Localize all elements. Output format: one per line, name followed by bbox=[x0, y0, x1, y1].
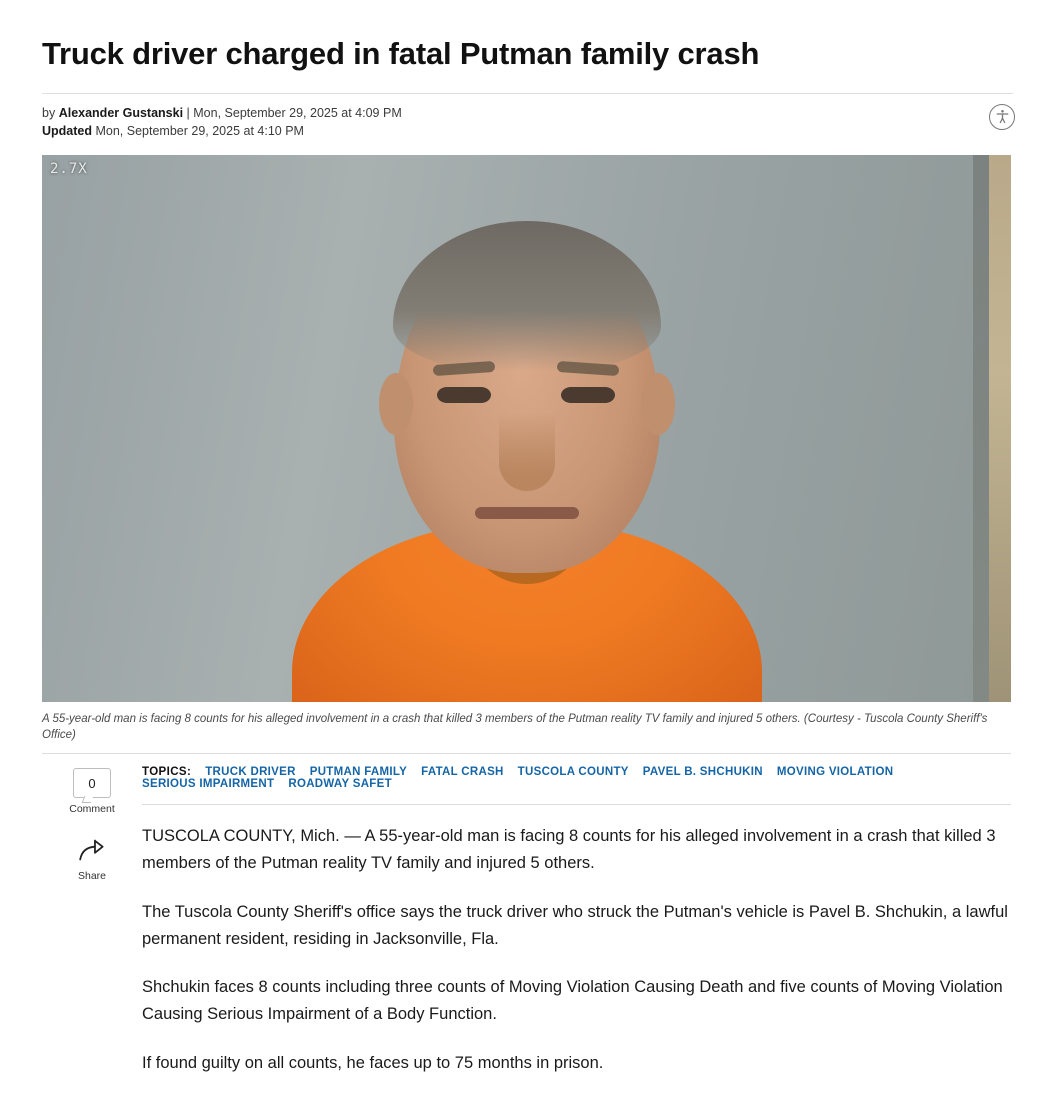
updated-date: Mon, September 29, 2025 at 4:10 PM bbox=[95, 124, 304, 139]
article-content bbox=[142, 754, 1011, 1098]
paragraph-2: The Tuscola County Sheriff's office says the truck driver who struck the Putman's vehicle is Pavel B. Shchukin, a lawful permanent resident, residing in Jacksonville, Fla. bbox=[142, 902, 1008, 948]
topic-link-pavel-b-shchukin[interactable]: PAVEL B. SHCHUKIN bbox=[642, 766, 763, 779]
photo-subject-nose bbox=[499, 413, 555, 491]
topic-link-tuscola-county[interactable]: TUSCOLA COUNTY bbox=[517, 766, 629, 779]
hero-image-mugshot[interactable] bbox=[42, 155, 1011, 702]
topic-link-serious-impairment[interactable]: SERIOUS IMPAIRMENT bbox=[142, 778, 275, 791]
article-text bbox=[142, 823, 1011, 1076]
topics-label: TOPICS: bbox=[142, 766, 192, 779]
topics-divider bbox=[142, 804, 1011, 805]
topic-link-truck-driver[interactable]: TRUCK DRIVER bbox=[205, 766, 296, 779]
caption-divider bbox=[42, 753, 1011, 754]
photo-subject-eye-left bbox=[437, 387, 491, 403]
photo-subject-ear-right bbox=[641, 373, 675, 435]
byline-published bbox=[42, 104, 1013, 123]
photo-subject-eye-right bbox=[561, 387, 615, 403]
photo-subject-ear-left bbox=[379, 373, 413, 435]
paragraph-4: If found guilty on all counts, he faces up to 75 months in prison. bbox=[142, 1053, 604, 1072]
topic-link-roadway-safety[interactable]: ROADWAY SAFET bbox=[288, 778, 392, 791]
hero-caption: A 55-year-old man is facing 8 counts for his alleged involvement in a crash that killed 3 members of the Putman reality TV family and injured 5 others. (Courtesy - Tuscola County Sheriff's Office) bbox=[42, 713, 988, 742]
byline-author[interactable]: Alexander Gustanski bbox=[58, 105, 184, 120]
topics-row bbox=[142, 766, 1011, 804]
comment-label: Comment bbox=[69, 803, 115, 816]
topic-link-moving-violation[interactable]: MOVING VIOLATION bbox=[776, 766, 894, 779]
comment-button[interactable] bbox=[61, 768, 123, 815]
paragraph-1: TUSCOLA COUNTY, Mich. — A 55-year-old man is facing 8 counts for his alleged involvement in a crash that killed 3 members of the Putman reality TV family and injured 5 others. bbox=[142, 827, 996, 873]
article-page bbox=[0, 21, 1053, 1119]
byline-date: Mon, September 29, 2025 at 4:09 PM bbox=[193, 105, 402, 120]
social-rail bbox=[42, 754, 142, 1098]
accessibility-icon[interactable] bbox=[989, 104, 1015, 130]
share-label: Share bbox=[77, 870, 107, 883]
byline bbox=[0, 94, 1053, 142]
byline-prefix: by bbox=[42, 105, 56, 120]
hero-figure bbox=[42, 155, 1011, 754]
topic-link-fatal-crash[interactable]: FATAL CRASH bbox=[421, 766, 504, 779]
byline-updated bbox=[42, 122, 1013, 141]
share-button[interactable] bbox=[61, 837, 123, 882]
article-body-area bbox=[42, 754, 1011, 1098]
page-title: Truck driver charged in fatal Putman family crash bbox=[42, 35, 760, 71]
paragraph-3: Shchukin faces 8 counts including three counts of Moving Violation Causing Death and five counts of Moving Violation Causing Serious Impairment of a Body Function. bbox=[142, 978, 1003, 1023]
topic-link-putman-family[interactable]: PUTMAN FAMILY bbox=[309, 766, 408, 779]
photo-background-strip bbox=[989, 155, 1011, 702]
zoom-level-badge: 2.7X bbox=[50, 161, 88, 178]
photo-background-shadow bbox=[973, 155, 989, 702]
updated-label: Updated bbox=[42, 124, 92, 139]
comment-count: 0 bbox=[88, 775, 96, 791]
share-icon bbox=[75, 837, 109, 865]
comment-bubble-icon bbox=[73, 768, 111, 798]
byline-separator: | bbox=[186, 105, 190, 120]
photo-subject-mouth bbox=[475, 507, 579, 519]
